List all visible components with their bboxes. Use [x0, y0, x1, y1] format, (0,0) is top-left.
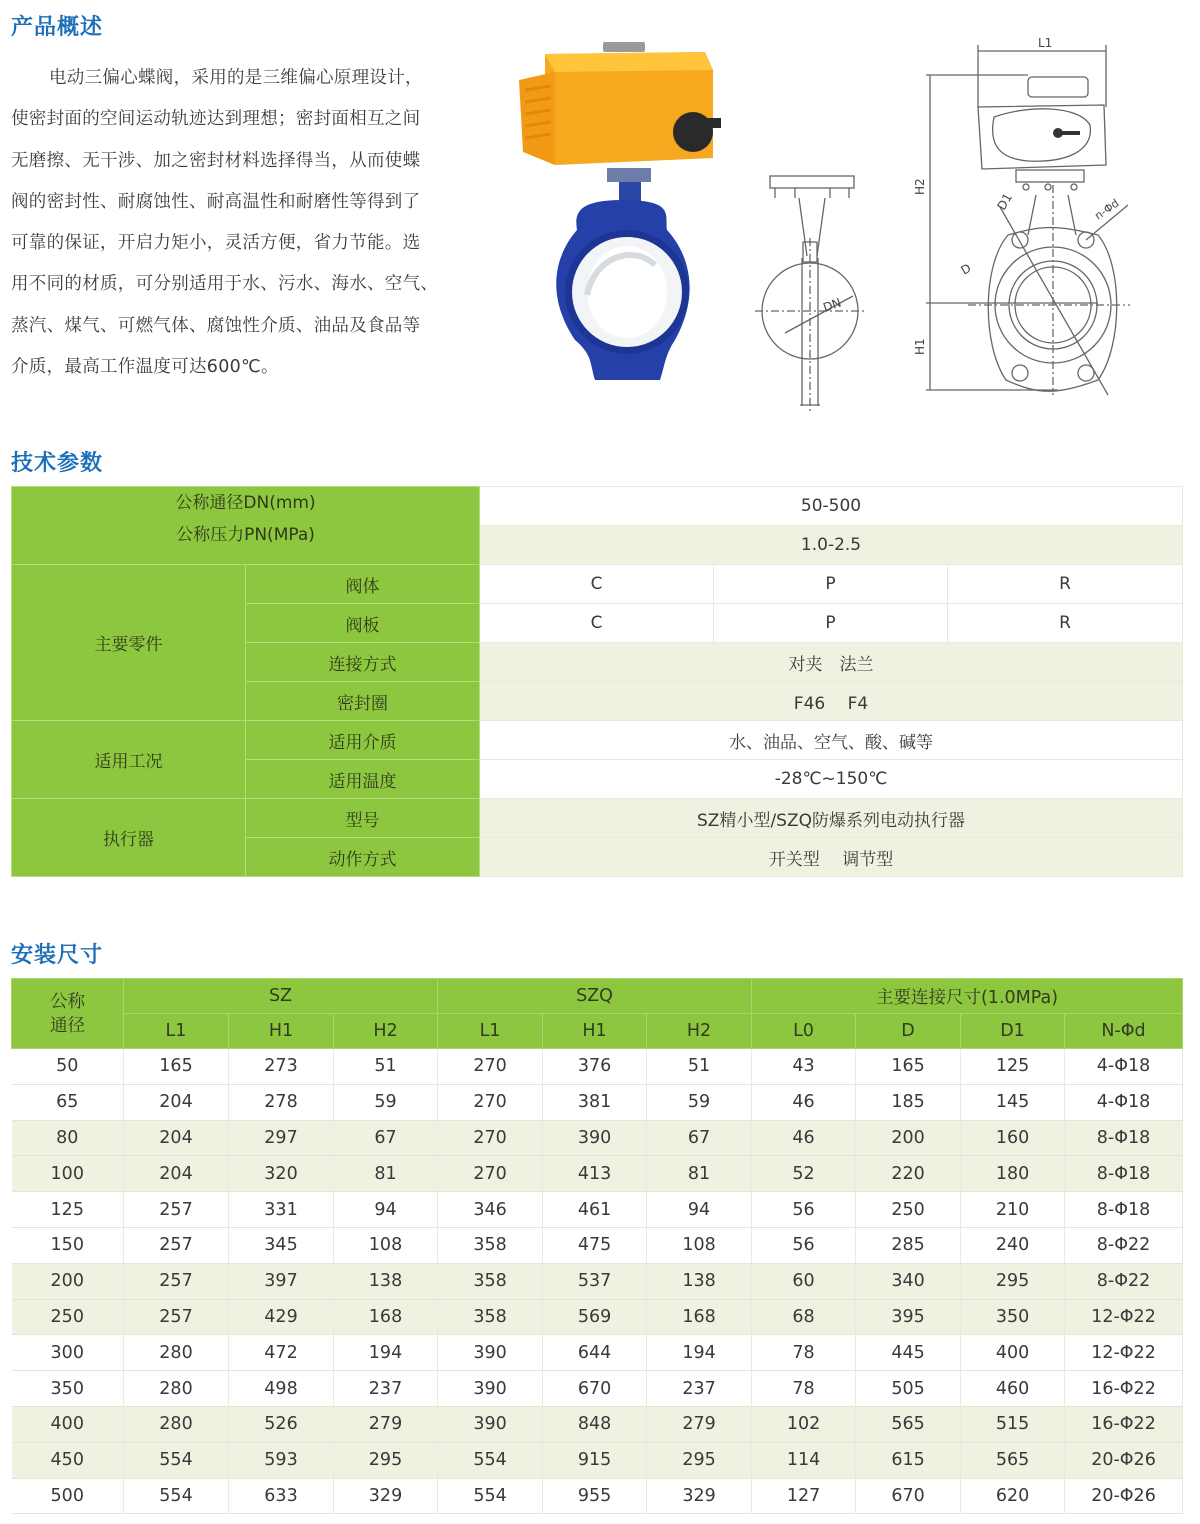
table-cell: 295	[961, 1263, 1065, 1299]
table-cell: 554	[124, 1478, 229, 1514]
table-cell: 114	[752, 1442, 856, 1478]
table-cell: 138	[334, 1263, 438, 1299]
table-cell: 554	[124, 1442, 229, 1478]
table-cell: 329	[334, 1478, 438, 1514]
table-cell: 185	[856, 1084, 961, 1120]
table-cell: 279	[334, 1406, 438, 1442]
header-group-sz: SZ	[124, 979, 438, 1014]
table-cell: 554	[438, 1442, 543, 1478]
table-cell: 376	[543, 1049, 647, 1085]
overview-line: 电动三偏心蝶阀，采用的是三维偏心原理设计，	[49, 68, 423, 88]
table-cell: 295	[334, 1442, 438, 1478]
table-cell: 165	[856, 1049, 961, 1085]
table-cell: 390	[438, 1335, 543, 1371]
table-cell: 461	[543, 1192, 647, 1228]
spec-value-body-c: C	[480, 565, 714, 604]
table-cell: 537	[543, 1263, 647, 1299]
spec-value-disc-p: P	[714, 604, 948, 643]
table-cell: 345	[229, 1227, 334, 1263]
tech-title: 技术参数	[11, 451, 104, 476]
spec-label-disc: 阀板	[246, 604, 480, 643]
header-group-connection: 主要连接尺寸(1.0MPa)	[752, 979, 1183, 1014]
table-cell: 51	[647, 1049, 752, 1085]
spec-value-disc-r: R	[948, 604, 1183, 643]
table-cell: 160	[961, 1120, 1065, 1156]
table-cell: 955	[543, 1478, 647, 1514]
table-row	[12, 1299, 1183, 1335]
table-cell: 200	[12, 1263, 124, 1299]
table-cell: 593	[229, 1442, 334, 1478]
table-cell: 50	[12, 1049, 124, 1085]
column-header: L1	[438, 1014, 543, 1049]
nphid-label: n-Φd	[1092, 196, 1122, 223]
table-row	[12, 1156, 1183, 1192]
table-cell: 67	[334, 1120, 438, 1156]
table-row	[12, 1084, 1183, 1120]
table-cell: 848	[543, 1406, 647, 1442]
overview-line: 使密封面的空间运动轨迹达到理想；密封面相互之间	[11, 109, 421, 130]
spec-value-medium: 水、油品、空气、酸、碱等	[480, 721, 1183, 760]
table-cell: 445	[856, 1335, 961, 1371]
table-cell: 8-Φ22	[1065, 1227, 1183, 1263]
table-cell: 108	[647, 1227, 752, 1263]
spec-value-model: SZ精小型/SZQ防爆系列电动执行器	[480, 799, 1183, 838]
table-cell: 279	[647, 1406, 752, 1442]
table-cell: 20-Φ26	[1065, 1442, 1183, 1478]
spec-value-body-p: P	[714, 565, 948, 604]
table-cell: 297	[229, 1120, 334, 1156]
table-cell: 20-Φ26	[1065, 1478, 1183, 1514]
table-cell: 340	[856, 1263, 961, 1299]
spec-group-parts: 主要零件	[12, 565, 246, 721]
table-cell: 4-Φ18	[1065, 1084, 1183, 1120]
table-cell: 168	[334, 1299, 438, 1335]
table-cell: 60	[752, 1263, 856, 1299]
table-cell: 204	[124, 1084, 229, 1120]
table-cell: 237	[647, 1371, 752, 1407]
table-cell: 390	[438, 1406, 543, 1442]
column-header: H2	[647, 1014, 752, 1049]
table-cell: 194	[334, 1335, 438, 1371]
spec-label-dn-pn: 公称通径DN(mm) 公称压力PN(MPa)	[12, 487, 480, 565]
table-cell: 270	[438, 1156, 543, 1192]
table-cell: 210	[961, 1192, 1065, 1228]
table-cell: 8-Φ22	[1065, 1263, 1183, 1299]
valve-product-photo	[515, 40, 730, 390]
column-header: N-Φd	[1065, 1014, 1183, 1049]
table-cell: 505	[856, 1371, 961, 1407]
table-cell: 390	[543, 1120, 647, 1156]
column-header: H2	[334, 1014, 438, 1049]
spec-row-body	[12, 565, 1183, 604]
table-cell: 138	[647, 1263, 752, 1299]
table-cell: 68	[752, 1299, 856, 1335]
valve-side-drawing	[755, 168, 865, 413]
spec-row-dn	[12, 487, 1183, 526]
d1-label: D1	[994, 190, 1016, 213]
table-cell: 52	[752, 1156, 856, 1192]
l1-label: L1	[1038, 36, 1053, 50]
table-cell: 350	[961, 1299, 1065, 1335]
d-label: D	[958, 260, 974, 278]
spec-value-dn: 50-500	[480, 487, 1183, 526]
table-cell: 250	[12, 1299, 124, 1335]
table-cell: 257	[124, 1263, 229, 1299]
column-header: D1	[961, 1014, 1065, 1049]
table-cell: 194	[647, 1335, 752, 1371]
table-row	[12, 1120, 1183, 1156]
table-cell: 475	[543, 1227, 647, 1263]
h1-label: H1	[913, 338, 927, 355]
table-cell: 565	[961, 1442, 1065, 1478]
table-cell: 526	[229, 1406, 334, 1442]
table-cell: 257	[124, 1299, 229, 1335]
spec-group-actuator: 执行器	[12, 799, 246, 877]
overview-line: 蒸汽、煤气、可燃气体、腐蚀性介质、油品及食品等	[11, 315, 421, 336]
dimensions-column-header	[12, 1014, 1183, 1049]
table-cell: 270	[438, 1120, 543, 1156]
table-cell: 620	[961, 1478, 1065, 1514]
table-cell: 670	[856, 1478, 961, 1514]
overview-line: 无磨擦、无干涉、加之密封材料选择得当，从而使蝶	[11, 150, 421, 171]
table-cell: 320	[229, 1156, 334, 1192]
spec-label-action: 动作方式	[246, 838, 480, 877]
spec-label-connection: 连接方式	[246, 643, 480, 682]
table-cell: 46	[752, 1084, 856, 1120]
table-cell: 204	[124, 1120, 229, 1156]
table-cell: 8-Φ18	[1065, 1156, 1183, 1192]
dimensions-table	[11, 978, 1183, 1514]
table-row	[12, 1227, 1183, 1263]
table-cell: 80	[12, 1120, 124, 1156]
table-cell: 273	[229, 1049, 334, 1085]
table-cell: 500	[12, 1478, 124, 1514]
table-cell: 915	[543, 1442, 647, 1478]
header-group-szq: SZQ	[438, 979, 752, 1014]
table-row	[12, 1478, 1183, 1514]
table-cell: 46	[752, 1120, 856, 1156]
overview-paragraph	[11, 58, 463, 388]
table-cell: 220	[856, 1156, 961, 1192]
dn-label: DN	[821, 295, 844, 315]
table-cell: 81	[647, 1156, 752, 1192]
table-cell: 395	[856, 1299, 961, 1335]
table-cell: 78	[752, 1335, 856, 1371]
table-cell: 358	[438, 1299, 543, 1335]
table-row	[12, 1442, 1183, 1478]
table-cell: 8-Φ18	[1065, 1192, 1183, 1228]
table-cell: 257	[124, 1192, 229, 1228]
spec-table	[11, 486, 1183, 877]
spec-label-model: 型号	[246, 799, 480, 838]
table-cell: 12-Φ22	[1065, 1299, 1183, 1335]
install-title: 安装尺寸	[11, 943, 104, 968]
table-cell: 300	[12, 1335, 124, 1371]
table-cell: 127	[752, 1478, 856, 1514]
table-cell: 390	[438, 1371, 543, 1407]
table-cell: 150	[12, 1227, 124, 1263]
table-cell: 346	[438, 1192, 543, 1228]
table-cell: 569	[543, 1299, 647, 1335]
header-nominal-diameter: 公称 通径	[12, 979, 124, 1049]
table-cell: 400	[961, 1335, 1065, 1371]
table-row	[12, 1371, 1183, 1407]
spec-label-body: 阀体	[246, 565, 480, 604]
table-cell: 472	[229, 1335, 334, 1371]
valve-front-drawing	[908, 35, 1130, 405]
dimensions-body	[12, 1049, 1183, 1514]
spec-value-connection: 对夹 法兰	[480, 643, 1183, 682]
table-cell: 145	[961, 1084, 1065, 1120]
column-header: D	[856, 1014, 961, 1049]
table-cell: 285	[856, 1227, 961, 1263]
table-row	[12, 1049, 1183, 1085]
table-cell: 56	[752, 1227, 856, 1263]
table-cell: 43	[752, 1049, 856, 1085]
table-cell: 280	[124, 1371, 229, 1407]
table-cell: 270	[438, 1049, 543, 1085]
overview-line: 可靠的保证，开启力矩小，灵活方便，省力节能。选	[11, 233, 421, 254]
table-cell: 633	[229, 1478, 334, 1514]
table-cell: 498	[229, 1371, 334, 1407]
table-cell: 450	[12, 1442, 124, 1478]
table-cell: 65	[12, 1084, 124, 1120]
table-cell: 4-Φ18	[1065, 1049, 1183, 1085]
table-cell: 350	[12, 1371, 124, 1407]
table-cell: 331	[229, 1192, 334, 1228]
table-cell: 270	[438, 1084, 543, 1120]
h2-label: H2	[913, 178, 927, 195]
table-cell: 94	[334, 1192, 438, 1228]
table-cell: 280	[124, 1335, 229, 1371]
column-header: L1	[124, 1014, 229, 1049]
spec-label-seal: 密封圈	[246, 682, 480, 721]
table-cell: 329	[647, 1478, 752, 1514]
table-cell: 358	[438, 1263, 543, 1299]
column-header: H1	[543, 1014, 647, 1049]
table-cell: 250	[856, 1192, 961, 1228]
table-cell: 125	[961, 1049, 1065, 1085]
overview-line: 介质，最高工作温度可达600℃。	[11, 357, 279, 378]
table-cell: 670	[543, 1371, 647, 1407]
spec-value-action: 开关型 调节型	[480, 838, 1183, 877]
table-cell: 429	[229, 1299, 334, 1335]
table-cell: 280	[124, 1406, 229, 1442]
dimensions-group-header	[12, 979, 1183, 1014]
table-row	[12, 1263, 1183, 1299]
table-cell: 240	[961, 1227, 1065, 1263]
spec-value-body-r: R	[948, 565, 1183, 604]
table-cell: 413	[543, 1156, 647, 1192]
table-cell: 67	[647, 1120, 752, 1156]
table-cell: 204	[124, 1156, 229, 1192]
spec-value-seal: F46 F4	[480, 682, 1183, 721]
spec-label-temperature: 适用温度	[246, 760, 480, 799]
spec-group-conditions: 适用工况	[12, 721, 246, 799]
table-cell: 51	[334, 1049, 438, 1085]
spec-value-pn: 1.0-2.5	[480, 526, 1183, 565]
table-cell: 200	[856, 1120, 961, 1156]
table-cell: 12-Φ22	[1065, 1335, 1183, 1371]
table-cell: 295	[647, 1442, 752, 1478]
table-cell: 168	[647, 1299, 752, 1335]
table-cell: 16-Φ22	[1065, 1371, 1183, 1407]
table-cell: 81	[334, 1156, 438, 1192]
table-cell: 400	[12, 1406, 124, 1442]
table-cell: 59	[647, 1084, 752, 1120]
overview-line: 用不同的材质，可分别适用于水、污水、海水、空气、	[11, 274, 439, 295]
table-cell: 460	[961, 1371, 1065, 1407]
table-cell: 381	[543, 1084, 647, 1120]
column-header: H1	[229, 1014, 334, 1049]
table-cell: 257	[124, 1227, 229, 1263]
spec-value-temperature: -28℃~150℃	[480, 760, 1183, 799]
table-cell: 358	[438, 1227, 543, 1263]
overview-title: 产品概述	[11, 15, 104, 40]
table-cell: 78	[752, 1371, 856, 1407]
table-cell: 16-Φ22	[1065, 1406, 1183, 1442]
table-cell: 94	[647, 1192, 752, 1228]
table-cell: 180	[961, 1156, 1065, 1192]
table-cell: 615	[856, 1442, 961, 1478]
table-cell: 397	[229, 1263, 334, 1299]
table-cell: 278	[229, 1084, 334, 1120]
table-cell: 8-Φ18	[1065, 1120, 1183, 1156]
table-cell: 59	[334, 1084, 438, 1120]
table-cell: 644	[543, 1335, 647, 1371]
table-cell: 125	[12, 1192, 124, 1228]
table-cell: 237	[334, 1371, 438, 1407]
spec-label-medium: 适用介质	[246, 721, 480, 760]
table-row	[12, 1335, 1183, 1371]
table-cell: 165	[124, 1049, 229, 1085]
table-row	[12, 1192, 1183, 1228]
table-cell: 108	[334, 1227, 438, 1263]
spec-row-medium	[12, 721, 1183, 760]
table-cell: 100	[12, 1156, 124, 1192]
spec-value-disc-c: C	[480, 604, 714, 643]
overview-line: 阀的密封性、耐腐蚀性、耐高温性和耐磨性等得到了	[11, 191, 421, 212]
table-cell: 565	[856, 1406, 961, 1442]
table-cell: 56	[752, 1192, 856, 1228]
table-row	[12, 1406, 1183, 1442]
table-cell: 102	[752, 1406, 856, 1442]
table-cell: 515	[961, 1406, 1065, 1442]
column-header: L0	[752, 1014, 856, 1049]
spec-row-model	[12, 799, 1183, 838]
table-cell: 554	[438, 1478, 543, 1514]
